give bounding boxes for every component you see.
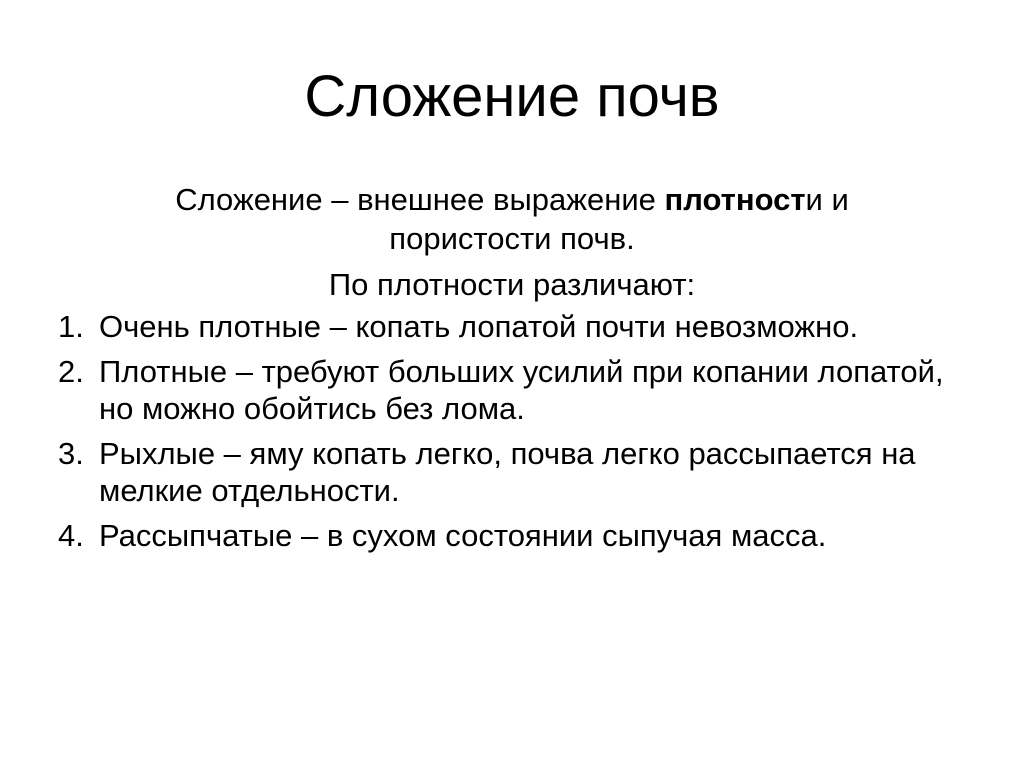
list-item (58, 435, 978, 509)
intro-paragraph (100, 180, 924, 258)
list-item-number: 1. (58, 309, 84, 344)
intro-text-start: Сложение – внешнее выражение (175, 182, 665, 217)
list-item-text: Рассыпчатые – в сухом состоянии сыпучая масса. (99, 518, 827, 553)
list-item-number: 2. (58, 354, 84, 389)
intro-bold-term: плотност (664, 182, 806, 217)
list-item (58, 517, 978, 554)
intro-text-end: и и пористости почв. (389, 182, 849, 256)
list-item (58, 353, 978, 427)
list-heading: По плотности различают: (328, 267, 696, 302)
slide-title: Сложение почв (304, 64, 720, 129)
list-item-number: 3. (58, 436, 84, 471)
list-item-text: Рыхлые – яму копать легко, почва легко рассыпается на мелкие отдельности. (99, 436, 916, 508)
list-item-number: 4. (58, 518, 84, 553)
list-item-text: Плотные – требуют больших усилий при копании лопатой, но можно обойтись без лома. (99, 354, 944, 426)
list-item (58, 308, 978, 345)
density-list (58, 308, 978, 562)
list-item-text: Очень плотные – копать лопатой почти невозможно. (99, 309, 859, 344)
